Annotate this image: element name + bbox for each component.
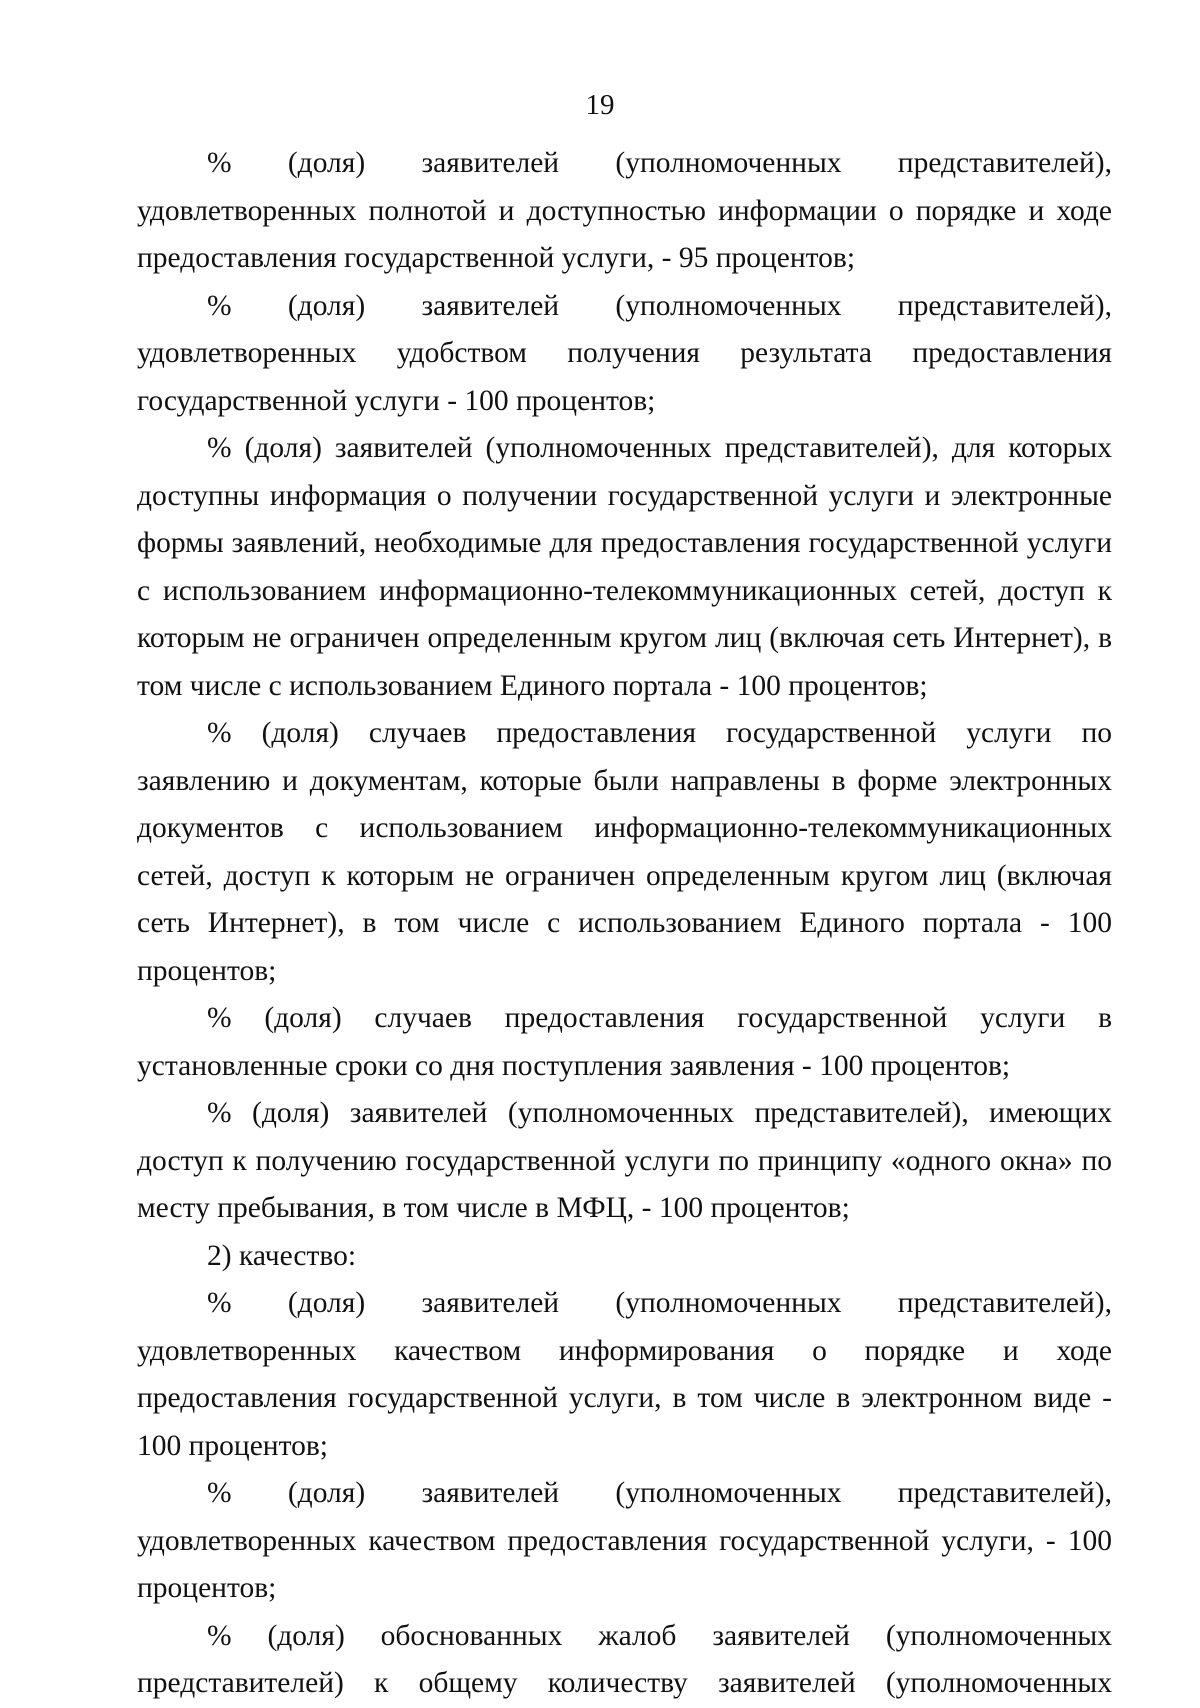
paragraph-info-completeness: % (доля) заявителей (уполномоченных представителей), удовлетворенных полнотой и доступностью информации о порядке и ходе предоставления государственной услуги, - 95 процентов; <box>137 147 1112 274</box>
paragraph-informing-quality: % (доля) заявителей (уполномоченных представителей), удовлетворенных качеством информирования о порядке и ходе предоставления государственной услуги, в том числе в электронном виде - 100 процентов; <box>137 1287 1112 1462</box>
paragraph-electronic-documents: % (доля) случаев предоставления государственной услуги по заявлению и документам, которые были направлены в форме электронных документов с использованием информационно-телекоммуникационных сетей, доступ к которым не ограничен определенным кругом лиц (включая сеть Интернет), в том числе с использованием Единого портала - 100 процентов; <box>137 717 1112 987</box>
paragraph-result-convenience: % (доля) заявителей (уполномоченных представителей), удовлетворенных удобством получения результата предоставления государственной услуги - 100 процентов; <box>137 289 1112 417</box>
document-body <box>137 140 1112 1708</box>
paragraph-electronic-forms-access: % (доля) заявителей (уполномоченных представителей), для которых доступны информация о получении государственной услуги и электронные формы заявлений, необходимые для предоставления государственной услуги с использованием информационно-телекоммуникационных сетей, доступ к которым не ограничен определенным кругом лиц (включая сеть Интернет), в том числе с использованием Единого портала - 100 процентов; <box>137 432 1112 702</box>
paragraph-service-quality: % (доля) заявителей (уполномоченных представителей), удовлетворенных качеством предоставления государственной услуги, - 100 процентов; <box>137 1477 1112 1604</box>
paragraph-one-window-access: % (доля) заявителей (уполномоченных представителей), имеющих доступ к получению государственной услуги по принципу «одного окна» по месту пребывания, в том числе в МФЦ, - 100 процентов; <box>137 1097 1112 1224</box>
paragraph-complaints: % (доля) обоснованных жалоб заявителей (уполномоченных представителей) к общему количеству заявителей (уполномоченных <box>137 1619 1112 1699</box>
page-number: 19 <box>585 89 615 121</box>
paragraph-deadlines: % (доля) случаев предоставления государственной услуги в установленные сроки со дня поступления заявления - 100 процентов; <box>137 1002 1112 1082</box>
paragraph-quality-heading: 2) качество: <box>207 1239 357 1272</box>
